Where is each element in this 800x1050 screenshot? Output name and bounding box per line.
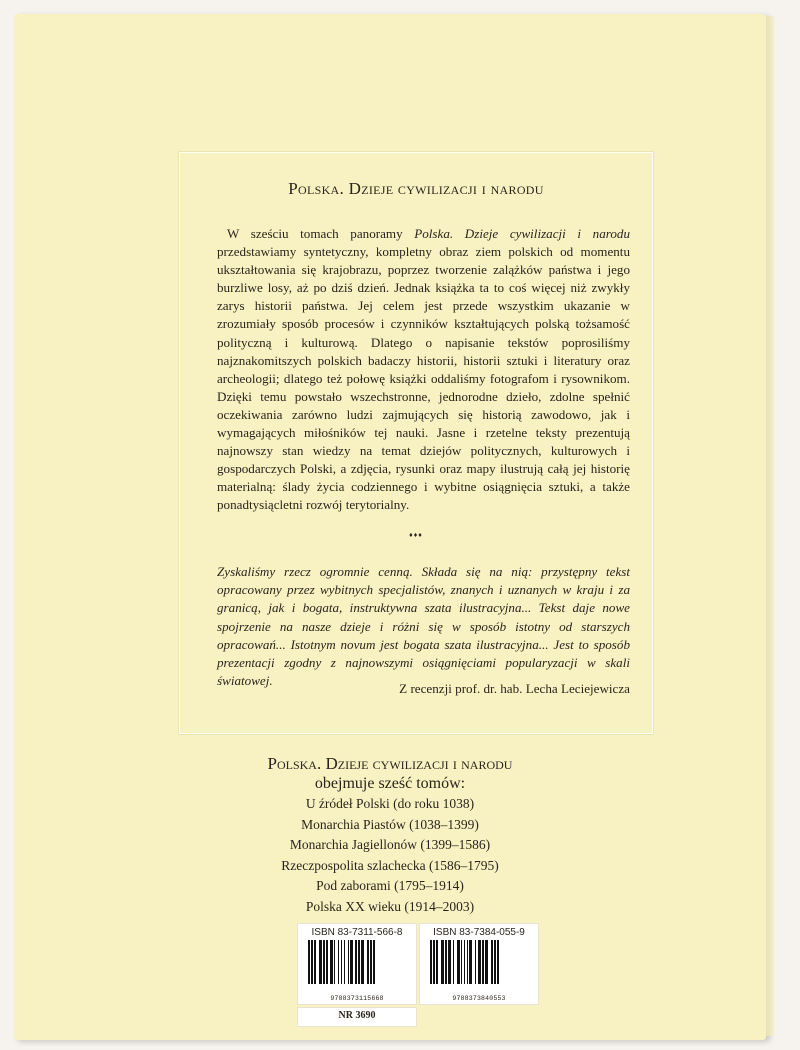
series-title: Polska. Dzieje cywilizacji i narodu	[267, 754, 513, 773]
barcode-bar	[350, 940, 353, 984]
volume-item: Rzeczpospolita szlachecka (1586–1795)	[281, 857, 499, 873]
barcode-bar	[464, 940, 465, 984]
isbn-text: ISBN 83-7311-566-8	[311, 927, 403, 938]
description-frame	[179, 152, 653, 734]
barcode-bar	[367, 940, 369, 984]
barcode-bar	[370, 940, 372, 984]
isbn-text: ISBN 83-7384-055-9	[433, 927, 525, 938]
barcode-bar	[461, 940, 462, 984]
barcode-bar	[469, 940, 472, 984]
price-sticker-number: NR 3690	[338, 1010, 376, 1021]
series-info	[14, 754, 766, 917]
volume-item: Polska XX wieku (1914–2003)	[305, 898, 475, 914]
series-name-italic: Polska. Dzieje cywilizacji i narodu	[414, 226, 631, 241]
barcode-bar	[445, 940, 447, 984]
description-text	[217, 225, 630, 515]
barcode-bar	[311, 940, 313, 984]
barcode-bar	[308, 940, 310, 984]
barcode-bar	[355, 940, 357, 984]
barcode-digits: 9788373115668	[330, 995, 384, 1002]
barcode-area	[298, 924, 542, 1026]
barcode-bar	[361, 940, 364, 984]
barcode-bar	[497, 940, 499, 984]
volume-item: Pod zaborami (1795–1914)	[316, 878, 464, 893]
series-subtitle: obejmuje sześć tomów:	[314, 775, 466, 792]
barcode-bar	[338, 940, 339, 984]
barcode-bar	[319, 940, 322, 984]
barcode-bar	[326, 940, 328, 984]
barcode-bar	[467, 940, 468, 984]
price-sticker	[298, 1008, 416, 1026]
review-attribution: Z recenzji prof. dr. hab. Lecha Leciejewicza	[399, 681, 630, 696]
review-quote-paragraph: Zyskaliśmy rzecz ogromnie cenną. Składa się na nią: przystępny tekst opracowany przez wybitnych specjalistów, znanych i uznanych w kraju i za granicą, jak i bogata, instruktywna szata ilustracyjna... Tekst daje nowe spojrzenie na nasze dzieje i różni się w sposób istotny od starszych opracowań... Istotnym novum jest bogata szata ilustracyjna... Jest to sposób prezentacji zgodny z najnowszymi osiągnięciami popularyzacji w skali światowej.	[217, 564, 630, 689]
separator-ornament: ♦♦♦	[409, 531, 423, 539]
barcode-bar	[485, 940, 488, 984]
barcode-bar	[482, 940, 484, 984]
barcode-bar	[478, 940, 481, 984]
description-paragraph: W sześciu tomach panoramy Polska. Dzieje cywilizacji i narodu przedstawiamy syntetyczny, kompletny obraz ziem polskich od momentu ukształtowania się krajobrazu, poprzez tworzenie zalążków państwa i jego burzliwe losy, aż po dziś dzień. Jednak książka ta to coś więcej niż zwykły zarys historii państwa. Jej celem jest przede wszystkim ukazanie w zrozumiały sposób procesów i czynników kształtujących polską tożsamość polityczną i kulturową. Dlatego o napisanie tekstów poprosiliśmy najznakomitszych polskich badaczy historii, historii sztuki i literatury oraz archeologii; dlatego też połowę książki oddaliśmy fotografom i rysownikom. Dzięki temu powstało wszechstronne, jednorodne dzieło, zdolne spełnić oczekiwania zarówno ludzi zajmujących się historią zawodowo, jak i wymagających miłośników tej nauki. Jasne i rzetelne teksty prezentują najnowszy stan wiedzy na temat dziejów politycznych, kulturowych i gospodarczych Polski, a zdjęcia, rysunki oraz mapy ilustrują całą jej historię materialną: ślady życia codziennego i wybitne osiągnięcia sztuki, a także ponadtysiącletni rozwój terytorialny.	[217, 226, 631, 513]
barcode-bars	[428, 940, 530, 986]
barcode-bar	[436, 940, 438, 984]
barcode-bar	[314, 940, 316, 984]
frame-title: Polska. Dzieje cywilizacji i narodu	[288, 179, 544, 198]
barcode-bar	[344, 940, 345, 984]
barcode-bar	[341, 940, 342, 984]
review-quote	[217, 563, 630, 690]
volume-item: U źródeł Polski (do roku 1038)	[305, 796, 475, 811]
barcode-digits: 9788373840553	[452, 995, 506, 1002]
barcode-bar	[491, 940, 493, 984]
barcode-bar	[494, 940, 496, 984]
barcode-bars	[306, 940, 408, 986]
barcode-bar	[330, 940, 333, 984]
barcode-bar	[373, 940, 375, 984]
barcode-bar	[457, 940, 460, 984]
book-page-edge	[766, 16, 774, 1036]
barcode-bar	[430, 940, 432, 984]
barcode-bar	[334, 940, 335, 984]
barcode-bar	[358, 940, 360, 984]
barcode-bar	[453, 940, 454, 984]
barcode-bar	[448, 940, 451, 984]
volume-item: Monarchia Jagiellonów (1399–1586)	[289, 837, 491, 852]
volume-list	[14, 794, 766, 917]
book-back-cover	[14, 14, 766, 1040]
barcode-bar	[475, 940, 476, 984]
barcode-bar	[323, 940, 325, 984]
barcode-bar	[441, 940, 444, 984]
volume-item: Monarchia Piastów (1038–1399)	[301, 816, 479, 832]
barcode-label-right	[420, 924, 538, 1004]
barcode-bar	[348, 940, 349, 984]
barcode-label-left	[298, 924, 416, 1004]
barcode-bar	[433, 940, 435, 984]
